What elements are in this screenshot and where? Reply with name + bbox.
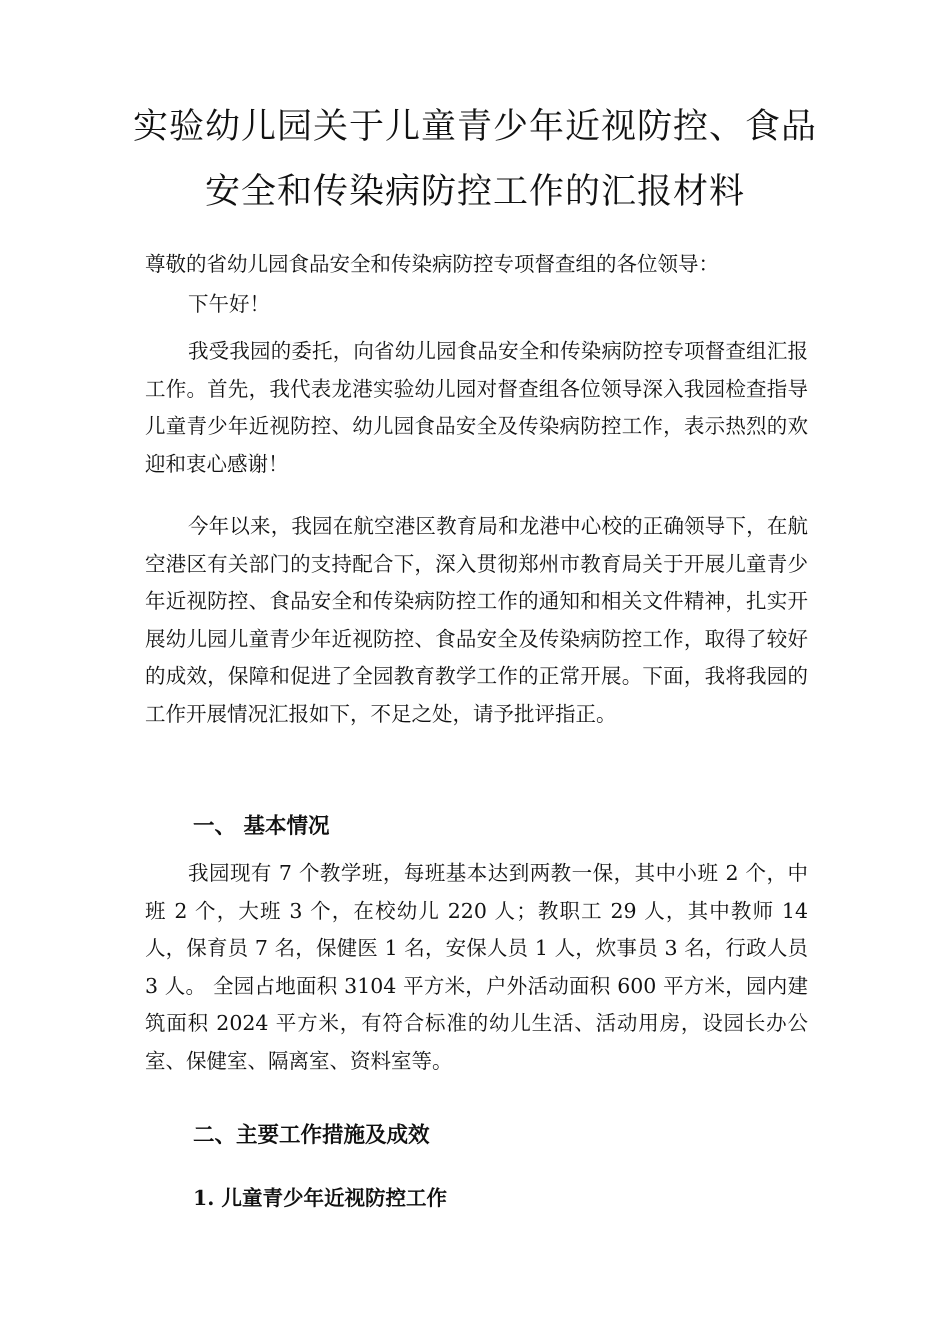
- paragraph-overview: 今年以来，我园在航空港区教育局和龙港中心校的正确领导下，在航空港区有关部门的支持配合下，深入贯彻郑州市教育局关于开展儿童青少年近视防控、食品安全和传染病防控工作的通知和相关文件精神，扎实开展幼儿园儿童青少年近视防控、食品安全及传染病防控工作，取得了较好的成效，保障和促进了全园教育教学工作的正常开展。下面，我将我园的工作开展情况汇报如下，不足之处，请予批评指正。: [145, 514, 808, 726]
- section-heading-main-measures: 二、主要工作措施及成效: [193, 1123, 430, 1148]
- document-title-line-2: 安全和传染病防控工作的汇报材料: [204, 172, 745, 212]
- salutation: 尊敬的省幼儿园食品安全和传染病防控专项督查组的各位领导：: [145, 252, 719, 276]
- subsection-heading-myopia-prevention: 1. 儿童青少年近视防控工作: [193, 1186, 448, 1210]
- document-title-line-1: 实验幼儿园关于儿童青少年近视防控、食品: [132, 107, 817, 147]
- greeting: 下午好！: [188, 292, 270, 316]
- paragraph-basic-situation: 我园现有 7 个教学班，每班基本达到两教一保，其中小班 2 个，中班 2 个，大班 3 个，在校幼儿 220 人；教职工 29 人，其中教师 14 人，保育员 7 名，保健医 1 名，安保人员 1 人，炊事员 3 名，行政人员 3 人。 全园占地面积 3104 平方米，户外活动面积 600 平方米，园内建筑面积 2024 平方米，有符合标准的幼儿生活、活动用房，设园长办公室、保健室、隔离室、资料室等。: [145, 861, 808, 1073]
- paragraph-introduction: 我受我园的委托，向省幼儿园食品安全和传染病防控专项督查组汇报工作。首先，我代表龙港实验幼儿园对督查组各位领导深入我园检查指导儿童青少年近视防控、幼儿园食品安全及传染病防控工作，表示热烈的欢迎和衷心感谢！: [145, 339, 808, 476]
- section-heading-basic-situation: 一、 基本情况: [193, 814, 330, 839]
